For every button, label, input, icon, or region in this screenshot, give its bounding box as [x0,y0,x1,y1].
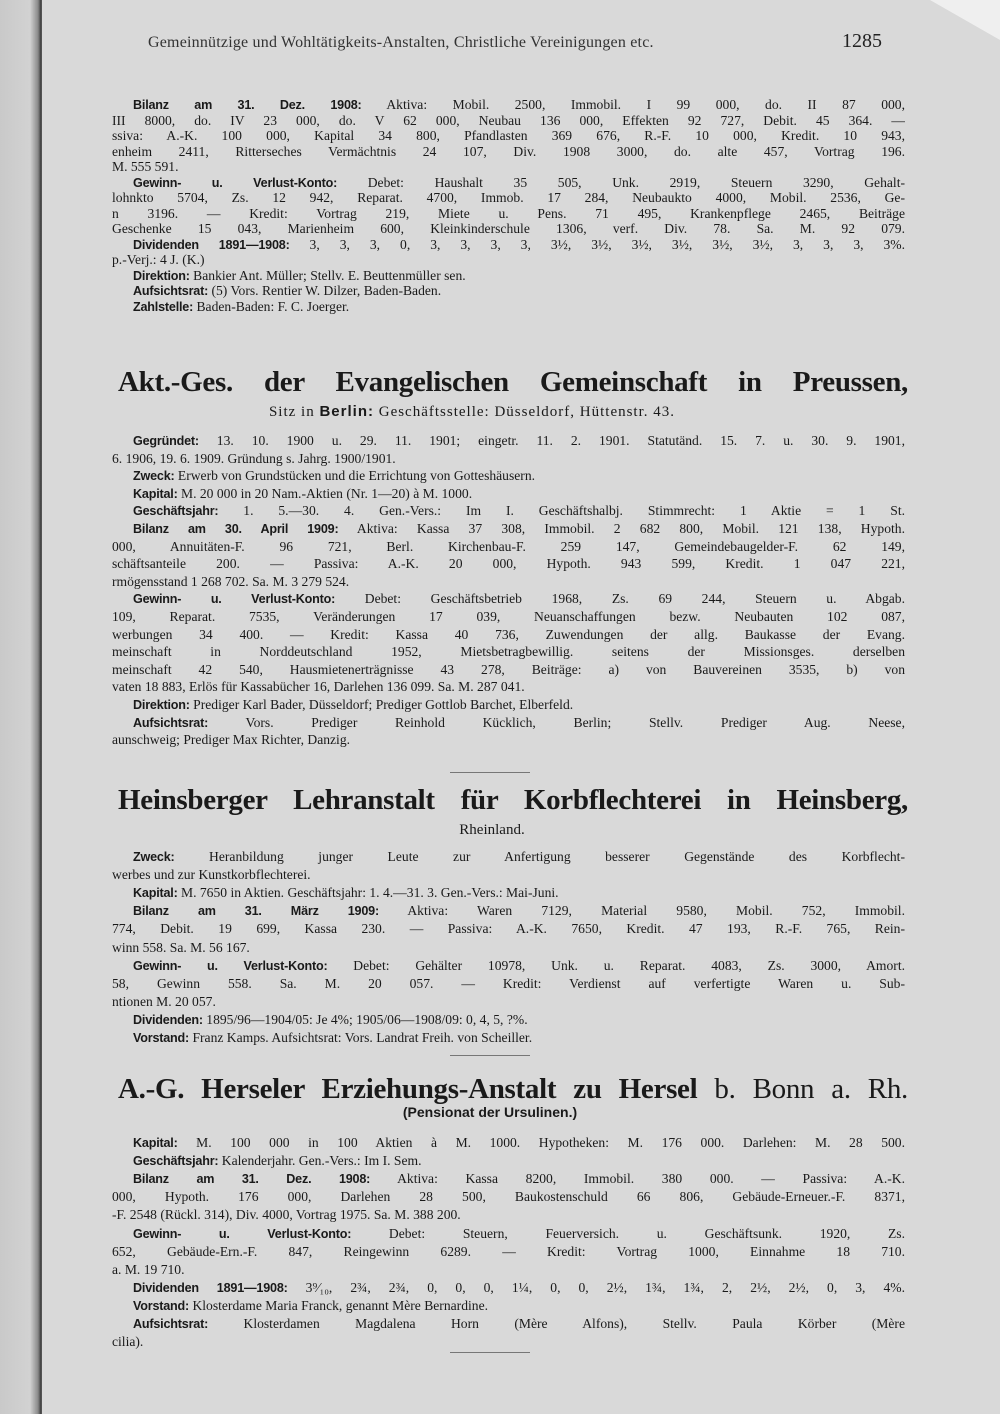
field-label: Gewinn- u. Verlust-Konto: [133,175,338,190]
field-text: meinschaft 42 540, Hausmietenerträgnisse 43 278, Beiträge: a) von Bauvereinen 3535, b) von [112,661,905,677]
section-divider [450,1055,530,1056]
text-line [133,486,905,502]
field-label: Direktion: [133,268,190,283]
field-text: schäftsanteile 200. — Passiva: A.-K. 20 000, Hypoth. 943 599, Kredit. 1 047 221, [112,556,905,572]
field-label: Bilanz am 31. Dez. 1908: [133,1172,371,1187]
text-line [112,994,905,1010]
field-text: ssiva: A.-K. 100 000, Kapital 34 800, Pfandlasten 369 676, R.-F. 10 000, Kredit. 10 943, [112,128,905,143]
field-text: werbes und zur Kunstkorbflechterei. [112,867,311,883]
entry-subtitle: (Pensionat der Ursulinen.) [402,1104,578,1120]
field-text: (5) Vors. Rentier W. Dilzer, Baden-Baden. [208,283,442,298]
title-bold: A.-G. Herseler Erziehungs-Anstalt zu Hersel [118,1073,698,1105]
field-text: meinschaft in Norddeutschland 1952, Mietsbetragbewillig. seitens der Missionsges. derselben [112,644,905,660]
field-text: 652, Gebäude-Ern.-F. 847, Reingewinn 6289. — Kredit: Vortrag 1000, Einnahme 18 710. [112,1243,905,1259]
text-line [133,97,905,113]
field-text: Baden-Baden: F. C. Joerger. [193,298,350,314]
text-line [133,1153,905,1169]
field-text: 58, Gewinn 558. Sa. M. 20 057. — Kredit: Verdienst auf verfertigte Waren u. Sub- [112,975,905,991]
text-line [133,468,905,484]
entry-subtitle [0,403,972,421]
field-text: M. 7650 in Aktien. Geschäftsjahr: 1. 4.—31. 3. Gen.-Vers.: Mai-Juni. [177,885,559,901]
field-text: Bankier Ant. Müller; Stellv. E. Beuttenmüller sen. [189,267,466,283]
field-label: Zweck: [133,469,175,484]
text-line [133,1280,905,1296]
field-label: Geschäftsjahr: [133,504,219,519]
field-text: 3⁹⁄₁₀, 2¾, 2¾, 0, 0, 0, 1¼, 0, 0, 2½, 1¾, 1¾, 2, 2½, 2½, 0, 3, 4%. [287,1279,905,1295]
field-text: III 8000, do. IV 23 000, do. V 62 000, Neubau 136 000, Effekten 92 727, Debit. 45 364. — [112,112,905,128]
field-text: 109, Reparat. 7535, Veränderungen 17 039, Neuanschaffungen bezw. Neubauten 102 087, [112,609,905,624]
field-text: Debet: Geschäftsbetrieb 1968, Zs. 69 244, Steuern u. Abgab. [335,591,905,607]
field-text: vaten 18 883, Erlös für Kassabücher 16, Darlehen 136 099. Sa. M. 287 041. [112,679,525,695]
text-line [133,1171,905,1187]
field-label: Bilanz am 30. April 1909: [133,522,339,536]
field-label: Dividenden 1891—1908: [133,237,290,252]
text-line [133,283,905,299]
field-text: cilia). [112,1334,144,1350]
field-text: aunschweig; Prediger Max Richter, Danzig. [112,732,351,748]
field-text: lohnkto 5704, Zs. 12 942, Reparat. 4700, Immob. 17 284, Neubaukto 4000, Mobil. 2536, Ge- [112,190,905,205]
field-text: rmögensstand 1 268 702. Sa. M. 3 279 524. [112,573,350,589]
text-line [112,732,905,748]
text-line [112,679,905,695]
field-text: p.-Verj.: 4 J. (K.) [112,252,205,267]
field-label: Kapital: [133,486,178,501]
text-line [112,1207,905,1223]
field-label: Kapital: [133,886,178,901]
field-text: enheim 2411, Ritterseches Vermächtnis 24 107, Div. 1908 3000, do. alte 457, Vortrag 196. [112,143,905,159]
field-text: Heranbildung junger Leute zur Anfertigung besserer Gegenstände des Korbflecht- [174,849,905,864]
text-line [112,252,905,268]
field-text: 3, 3, 3, 0, 3, 3, 3, 3, 3½, 3½, 3½, 3½, 3½, 3½, 3, 3, 3, 3%. [289,236,905,252]
text-line [112,144,905,160]
text-line [112,662,905,678]
text-line [133,715,905,731]
field-label: Direktion: [133,698,190,712]
text-line [112,128,905,144]
text-line [112,1189,905,1205]
field-text: Klosterdamen Magdalena Horn (Mère Alfons), Stellv. Paula Körber (Mère [208,1316,905,1331]
field-text: M. 100 000 in 100 Aktien à M. 1000. Hypotheken: M. 176 000. Darlehen: M. 28 500. [177,1135,905,1150]
field-label: Vorstand: [133,1031,190,1045]
field-text: Debet: Haushalt 35 505, Unk. 2919, Steuern 3290, Gehalt- [337,174,905,190]
text-line [112,940,905,956]
field-text: Vors. Prediger Reinhold Kücklich, Berlin; Stellv. Prediger Aug. Neese, [208,714,905,730]
title-place: b. Bonn a. Rh. [697,1073,909,1105]
field-text: Klosterdame Maria Franck, genannt Mère Bernardine. [189,1297,488,1313]
field-label: Bilanz am 31. März 1909: [133,904,379,919]
text-line [133,503,905,519]
field-text: n 3196. — Kredit: Vortrag 219, Miete u. Pens. 71 495, Krankenpflege 2465, Beiträge [112,205,905,221]
text-line [112,609,905,625]
entry-title: Heinsberger Lehranstalt für Korbflechterei in Heinsberg, [118,784,908,816]
field-text: Aktiva: Kassa 37 308, Immobil. 2 682 800, Mobil. 121 138, Hypoth. [338,521,905,536]
text-line [133,299,905,315]
text-line [133,433,905,449]
text-line [112,190,905,206]
text-line [133,1135,905,1151]
text-line [112,627,905,643]
field-text: Kalenderjahr. Gen.-Vers.: Im I. Sem. [218,1153,422,1169]
field-label: Aufsichtsrat: [133,284,209,298]
text-line [112,113,905,129]
text-line [133,697,905,713]
text-line [133,268,905,284]
text-line [133,521,905,537]
text-line [112,1244,905,1260]
text-line [133,958,905,974]
field-label: Geschäftsjahr: [133,1154,219,1169]
field-text: winn 558. Sa. M. 56 167. [112,939,250,955]
entry-subtitle: Rheinland. [459,822,525,838]
field-label: Gewinn- u. Verlust-Konto: [133,592,336,607]
field-label: Aufsichtsrat: [133,715,209,730]
subtitle-text: Sitz in [268,404,320,420]
text-line [133,591,905,607]
text-line [112,159,905,175]
text-line [133,885,905,901]
text-line [133,1316,905,1332]
field-label: Bilanz am 31. Dez. 1908: [133,98,362,112]
field-text: Geschenke 15 043, Marienheim 600, Kleinkinderschule 1306, verf. Div. 78. Sa. M. 92 079. [112,221,905,236]
field-text: a. M. 19 710. [112,1261,185,1277]
text-line [112,1334,905,1350]
text-line [112,644,905,660]
field-label: Kapital: [133,1136,178,1150]
field-text: Debet: Gehälter 10978, Unk. u. Reparat. 4083, Zs. 3000, Amort. [327,957,905,973]
subtitle-text: Geschäftsstelle: Düsseldorf, Hüttenstr. 43. [373,404,676,420]
text-line [133,1012,905,1028]
text-line [112,206,905,222]
field-label: Gewinn- u. Verlust-Konto: [133,958,328,973]
field-text: Aktiva: Mobil. 2500, Immobil. I 99 000, do. II 87 000, [361,97,905,112]
section-divider [450,772,530,773]
field-text: Aktiva: Kassa 8200, Immobil. 380 000. — Passiva: A.-K. [370,1171,905,1187]
field-text: M. 20 000 in 20 Nam.-Aktien (Nr. 1—20) à M. 1000. [177,485,473,501]
entry-title [118,1073,908,1106]
field-text: Prediger Karl Bader, Düsseldorf; Prediger Gottlob Barchet, Elberfeld. [189,697,574,712]
text-line [133,903,905,919]
field-text: Franz Kamps. Aufsichtsrat: Vors. Landrat Freih. von Scheiller. [189,1030,533,1045]
field-text: Erwerb von Grundstücken und die Errichtung von Gotteshäusern. [174,468,536,484]
subtitle-city: Berlin: [319,403,374,420]
field-text: ntionen M. 20 057. [112,993,216,1009]
field-label: Dividenden 1891—1908: [133,1280,288,1295]
field-text: 6. 1906, 19. 6. 1909. Gründung s. Jahrg. 1900/1901. [112,450,396,466]
field-text: 1895/96—1904/05: Je 4%; 1905/06—1908/09: 0, 4, 5, ?%. [202,1011,528,1027]
text-line [112,556,905,572]
field-text: Aktiva: Waren 7129, Material 9580, Mobil. 752, Immobil. [378,903,905,919]
field-label: Gewinn- u. Verlust-Konto: [133,1226,352,1241]
text-line [133,849,905,865]
text-line [133,175,905,191]
field-label: Vorstand: [133,1298,190,1313]
field-label: Gegründet: [133,434,199,448]
field-text: 13. 10. 1900 u. 29. 11. 1901; eingetr. 11. 2. 1901. Statutänd. 15. 7. u. 30. 9. 1901, [198,433,905,448]
text-line [133,1298,905,1314]
text-line [112,221,905,237]
field-text: M. 555 591. [112,159,179,174]
field-label: Aufsichtsrat: [133,1317,209,1331]
page-number: 1285 [842,30,882,52]
field-label: Zweck: [133,850,175,864]
text-line [112,539,905,555]
text-line [133,1030,905,1046]
previous-page-margin [0,0,42,1414]
page-corner-curl [930,0,1000,40]
text-line [112,451,905,467]
section-divider [450,1352,530,1353]
field-text: 000, Hypoth. 176 000, Darlehen 28 500, Baukostenschuld 66 806, Gebäude-Erneuer.-F. 8371, [112,1189,905,1205]
field-label: Dividenden: [133,1012,203,1027]
text-line [112,867,905,883]
field-text: 000, Annuitäten-F. 96 721, Berl. Kirchenbau-F. 259 147, Gemeindebaugelder-F. 62 149, [112,538,905,554]
running-head: Gemeinnützige und Wohltätigkeits-Anstalten, Christliche Vereinigungen etc. [148,34,654,51]
entry-title: Akt.-Ges. der Evangelischen Gemeinschaft in Preussen, [118,366,908,398]
text-line [112,921,905,937]
field-text: 1. 5.—30. 4. Gen.-Vers.: Im I. Geschäftshalbj. Stimmrecht: 1 Aktie = 1 St. [218,503,905,519]
text-line [112,574,905,590]
field-label: Zahlstelle: [133,299,194,314]
text-line [112,1262,905,1278]
field-text: werbungen 34 400. — Kredit: Kassa 40 736, Zuwendungen der allg. Baukasse der Evang. [112,626,905,642]
text-line [112,976,905,992]
field-text: -F. 2548 (Rückl. 314), Div. 4000, Vortrag 1975. Sa. M. 388 200. [112,1207,461,1223]
field-text: 774, Debit. 19 699, Kassa 230. — Passiva: A.-K. 7650, Kredit. 47 193, R.-F. 765, Rein- [112,921,905,937]
field-text: Debet: Steuern, Feuerversich. u. Geschäftsunk. 1920, Zs. [351,1225,905,1241]
text-line [133,237,905,253]
text-line [133,1226,905,1242]
